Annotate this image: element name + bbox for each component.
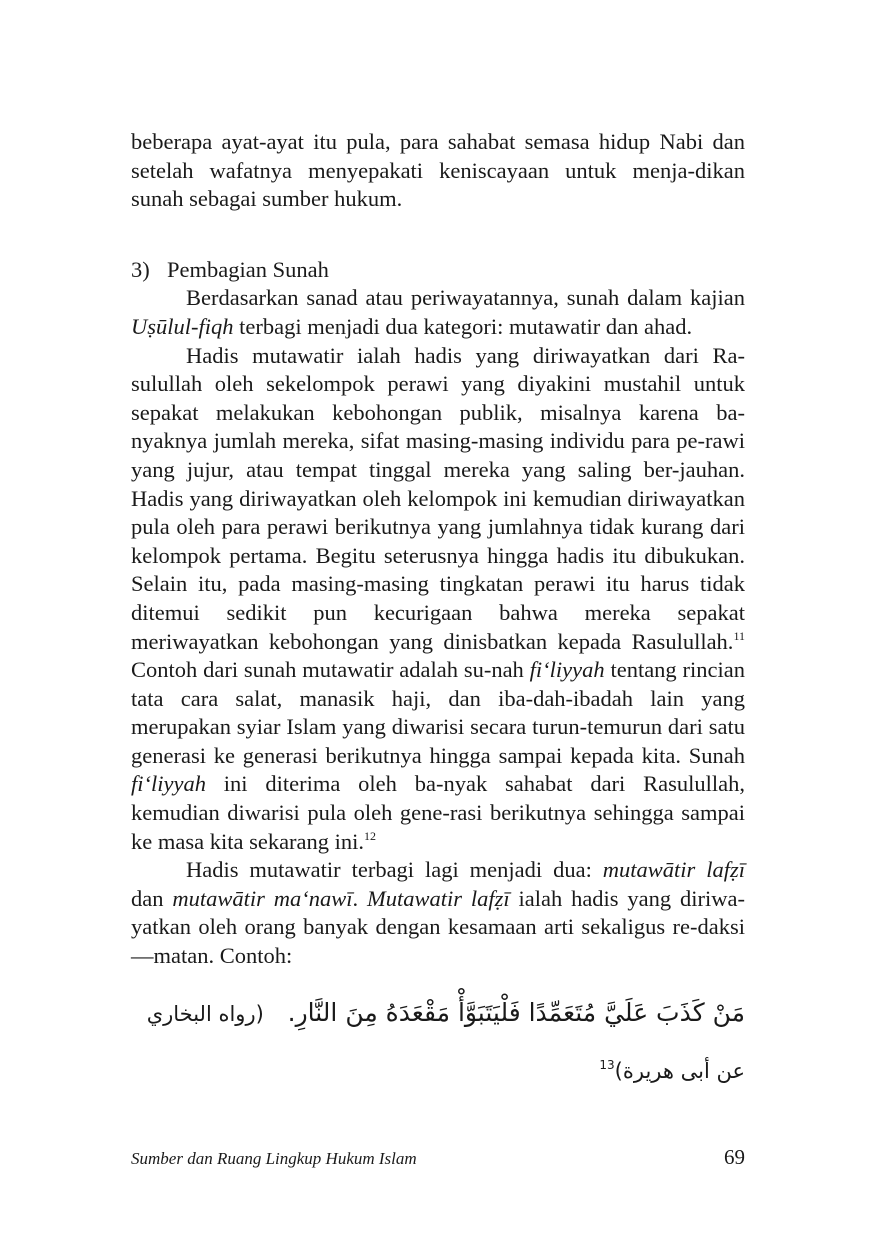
text-run: .	[352, 885, 367, 911]
paragraph-gap	[131, 214, 745, 256]
term-mutawatir-lafzi: Mutawatir lafẓī	[366, 885, 510, 911]
text-run: ini diterima oleh ba-nyak sahabat dari Rasulullah, kemudian diwarisi pula oleh gene-rasi berikutnya sehingga sampai ke masa kita sekarang ini.	[131, 771, 745, 854]
section-number: 3)	[131, 256, 150, 282]
paragraph-1: beberapa ayat-ayat itu pula, para sahabat semasa hidup Nabi dan setelah wafatnya menyepakati keniscayaan untuk menja-dikan sunah sebagai sumber hukum.	[131, 129, 745, 212]
text-run: Hadis mutawatir ialah hadis yang diriwayatkan dari Ra-sulullah oleh sekelompok perawi yang diyakini mustahil untuk sepakat melakukan kebohongan publik, misalnya karena ba-nyaknya jumlah mereka, sifat masing-masing individu para pe-rawi yang jujur, atau tempat tinggal mereka yang saling ber-jauhan. Hadis yang diriwayatkan oleh kelompok ini kemudian diriwayatkan pula oleh para perawi berikutnya yang jumlahnya tidak kurang dari kelompok pertama. Begitu seterusnya hingga hadis itu dibukukan. Selain itu, pada masing-masing tingkatan perawi itu harus tidak ditemui sedikit pun kecurigaan bahwa mereka sepakat meriwayatkan kebohongan yang dinisbatkan kepada Rasulullah.	[131, 342, 745, 654]
footnote-ref-13[interactable]: 13	[599, 1057, 615, 1072]
term-usulul-fiqh: Uṣūlul-fiqh	[131, 313, 234, 339]
section-heading	[131, 256, 745, 285]
text-run: Hadis mutawatir terbagi lagi menjadi dua:	[186, 857, 603, 883]
footnote-ref-12[interactable]: 12	[364, 828, 377, 843]
page-body	[131, 128, 745, 1099]
paragraph-4	[131, 856, 745, 970]
term-mutawatir-manawi: mutawātir ma‘nawī	[172, 885, 353, 911]
paragraph-2	[131, 284, 745, 341]
text-run: Contoh dari sunah mutawatir adalah su-nah	[131, 657, 530, 683]
text-run: Berdasarkan sanad atau periwayatannya, sunah dalam kajian	[186, 285, 745, 311]
term-mutawatir-lafzi: mutawātir lafẓī	[602, 857, 745, 883]
arabic-hadith-reference: (رواه البخاري عن أبى هريرة)	[146, 1001, 745, 1083]
footnote-ref-11[interactable]: 11	[733, 628, 745, 643]
term-filiyyah: fi‘liyyah	[131, 771, 206, 797]
text-run: tentang rincian tata cara salat, manasik haji, dan iba-dah-ibadah lain yang merupakan syiar Islam yang diwarisi secara turun-temurun dari satu generasi ke generasi berikutnya hingga sampai kepada kita. Sunah	[131, 657, 745, 768]
section-title: Pembagian Sunah	[167, 256, 329, 282]
footer-book-title: Sumber dan Ruang Lingkup Hukum Islam	[131, 1149, 417, 1168]
page-footer	[131, 1145, 745, 1170]
term-filiyyah: fi‘liyyah	[529, 657, 605, 683]
text-run: ialah hadis yang diriwa-yatkan oleh orang banyak dengan kesamaan arti sekaligus re-daksi—matan. Contoh:	[131, 885, 745, 969]
arabic-hadith-text: مَنْ كَذَبَ عَلَيَّ مُتَعَمِّدًا فَلْيَتَبَوَّأْ مَقْعَدَهُ مِنَ النَّارِ.	[287, 997, 745, 1027]
arabic-hadith-block	[131, 985, 745, 1099]
text-run: dan	[131, 885, 173, 911]
page-number: 69	[724, 1145, 745, 1169]
text-run: terbagi menjadi dua kategori: mutawatir dan ahad.	[233, 313, 693, 339]
paragraph-3	[131, 342, 745, 857]
